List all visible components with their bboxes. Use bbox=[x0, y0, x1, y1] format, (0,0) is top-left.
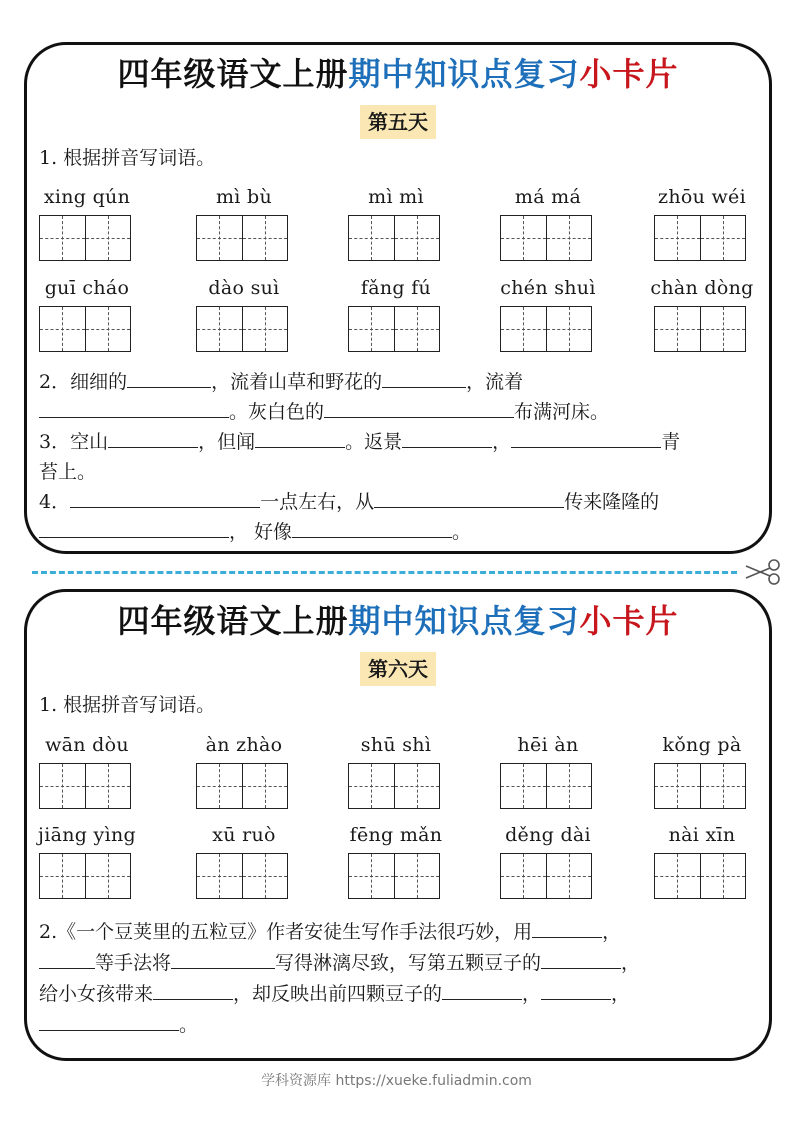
pinyin-text: chàn dòng bbox=[650, 277, 754, 299]
pinyin-text: zhōu wéi bbox=[658, 186, 746, 208]
answer-blank[interactable] bbox=[324, 397, 514, 418]
pinyin-text: shū shì bbox=[360, 734, 432, 756]
fill-in-questions bbox=[39, 917, 761, 1041]
pinyin-text: fǎng fú bbox=[360, 277, 432, 299]
answer-blank[interactable] bbox=[255, 427, 345, 448]
writing-boxes[interactable] bbox=[654, 306, 746, 352]
pinyin-text: xing qún bbox=[43, 186, 131, 208]
pinyin-text: jiāng yìng bbox=[38, 824, 136, 846]
question-line: 等手法将 写得淋漓尽致，写第五颗豆子的 ， bbox=[39, 948, 761, 979]
pinyin-text: chén shuì bbox=[500, 277, 596, 299]
pinyin-text: fēng mǎn bbox=[349, 824, 443, 846]
pinyin-text: àn zhào bbox=[205, 734, 283, 756]
writing-boxes[interactable] bbox=[654, 215, 746, 261]
answer-blank[interactable] bbox=[292, 517, 452, 538]
answer-blank[interactable] bbox=[39, 517, 229, 538]
writing-boxes[interactable] bbox=[348, 215, 440, 261]
section-title: 1. 根据拼音写词语。 bbox=[39, 147, 216, 169]
cut-line bbox=[32, 571, 737, 574]
review-card-day5 bbox=[24, 42, 772, 554]
answer-blank[interactable] bbox=[108, 427, 198, 448]
pinyin-text: mì bù bbox=[215, 186, 273, 208]
answer-blank[interactable] bbox=[442, 979, 522, 1000]
section-title: 1. 根据拼音写词语。 bbox=[39, 694, 216, 716]
writing-boxes[interactable] bbox=[348, 306, 440, 352]
answer-blank[interactable] bbox=[39, 948, 95, 969]
pinyin-text: má má bbox=[514, 186, 582, 208]
answer-blank[interactable] bbox=[127, 367, 211, 388]
answer-blank[interactable] bbox=[402, 427, 492, 448]
writing-boxes[interactable] bbox=[500, 763, 592, 809]
answer-blank[interactable] bbox=[511, 427, 661, 448]
pinyin-text: wān dòu bbox=[45, 734, 129, 756]
question-line: 苔上。 bbox=[39, 461, 97, 483]
answer-blank[interactable] bbox=[541, 979, 611, 1000]
answer-blank[interactable] bbox=[39, 1010, 179, 1031]
writing-boxes[interactable] bbox=[348, 853, 440, 899]
writing-boxes[interactable] bbox=[196, 215, 288, 261]
writing-boxes[interactable] bbox=[500, 215, 592, 261]
scissors-icon bbox=[744, 558, 784, 586]
writing-boxes[interactable] bbox=[196, 763, 288, 809]
writing-boxes[interactable] bbox=[348, 763, 440, 809]
review-card-day6 bbox=[24, 589, 772, 1061]
writing-boxes[interactable] bbox=[500, 306, 592, 352]
answer-blank[interactable] bbox=[153, 979, 233, 1000]
answer-blank[interactable] bbox=[532, 917, 602, 938]
writing-boxes[interactable] bbox=[500, 853, 592, 899]
question-line: ， 好像 。 bbox=[39, 517, 761, 547]
question-line: 给小女孩带来 ，却反映出前四颗豆子的 ， ， bbox=[39, 979, 761, 1010]
writing-boxes[interactable] bbox=[196, 853, 288, 899]
answer-blank[interactable] bbox=[382, 367, 466, 388]
pinyin-text: nài xīn bbox=[668, 824, 736, 846]
answer-blank[interactable] bbox=[374, 487, 564, 508]
writing-boxes[interactable] bbox=[39, 763, 131, 809]
pinyin-text: xū ruò bbox=[212, 824, 276, 846]
card-title: 四年级语文上册期中知识点复习小卡片 bbox=[117, 602, 679, 640]
day-badge: 第五天 bbox=[360, 105, 436, 139]
question-line: 2．细细的 ，流着山草和野花的 ，流着 bbox=[39, 367, 761, 397]
writing-boxes[interactable] bbox=[39, 215, 131, 261]
day-badge: 第六天 bbox=[360, 652, 436, 686]
writing-boxes[interactable] bbox=[654, 853, 746, 899]
answer-blank[interactable] bbox=[171, 948, 275, 969]
pinyin-text: mì mì bbox=[368, 186, 424, 208]
question-line: 。 bbox=[39, 1010, 761, 1041]
answer-blank[interactable] bbox=[70, 487, 260, 508]
footer-source: 学科资源库 https://xueke.fuliadmin.com bbox=[261, 1073, 532, 1089]
answer-blank[interactable] bbox=[541, 948, 621, 969]
question-line: 3．空山 ，但闻 。返景 ， 青 bbox=[39, 427, 761, 457]
pinyin-text: děng dài bbox=[505, 824, 591, 846]
answer-blank[interactable] bbox=[39, 397, 229, 418]
fill-in-questions bbox=[39, 367, 761, 547]
question-line: 2.《一个豆荚里的五粒豆》作者安徒生写作手法很巧妙，用 ， bbox=[39, 917, 761, 948]
card-title: 四年级语文上册期中知识点复习小卡片 bbox=[117, 55, 679, 93]
question-line: 4． 一点左右，从 传来隆隆的 bbox=[39, 487, 761, 517]
writing-boxes[interactable] bbox=[196, 306, 288, 352]
question-line: 。灰白色的 布满河床。 bbox=[39, 397, 761, 427]
writing-boxes[interactable] bbox=[39, 306, 131, 352]
writing-boxes[interactable] bbox=[654, 763, 746, 809]
pinyin-text: dào suì bbox=[208, 277, 280, 299]
pinyin-text: kǒng pà bbox=[662, 734, 742, 756]
writing-boxes[interactable] bbox=[39, 853, 131, 899]
pinyin-text: guī cháo bbox=[44, 277, 130, 299]
pinyin-text: hēi àn bbox=[517, 734, 579, 756]
